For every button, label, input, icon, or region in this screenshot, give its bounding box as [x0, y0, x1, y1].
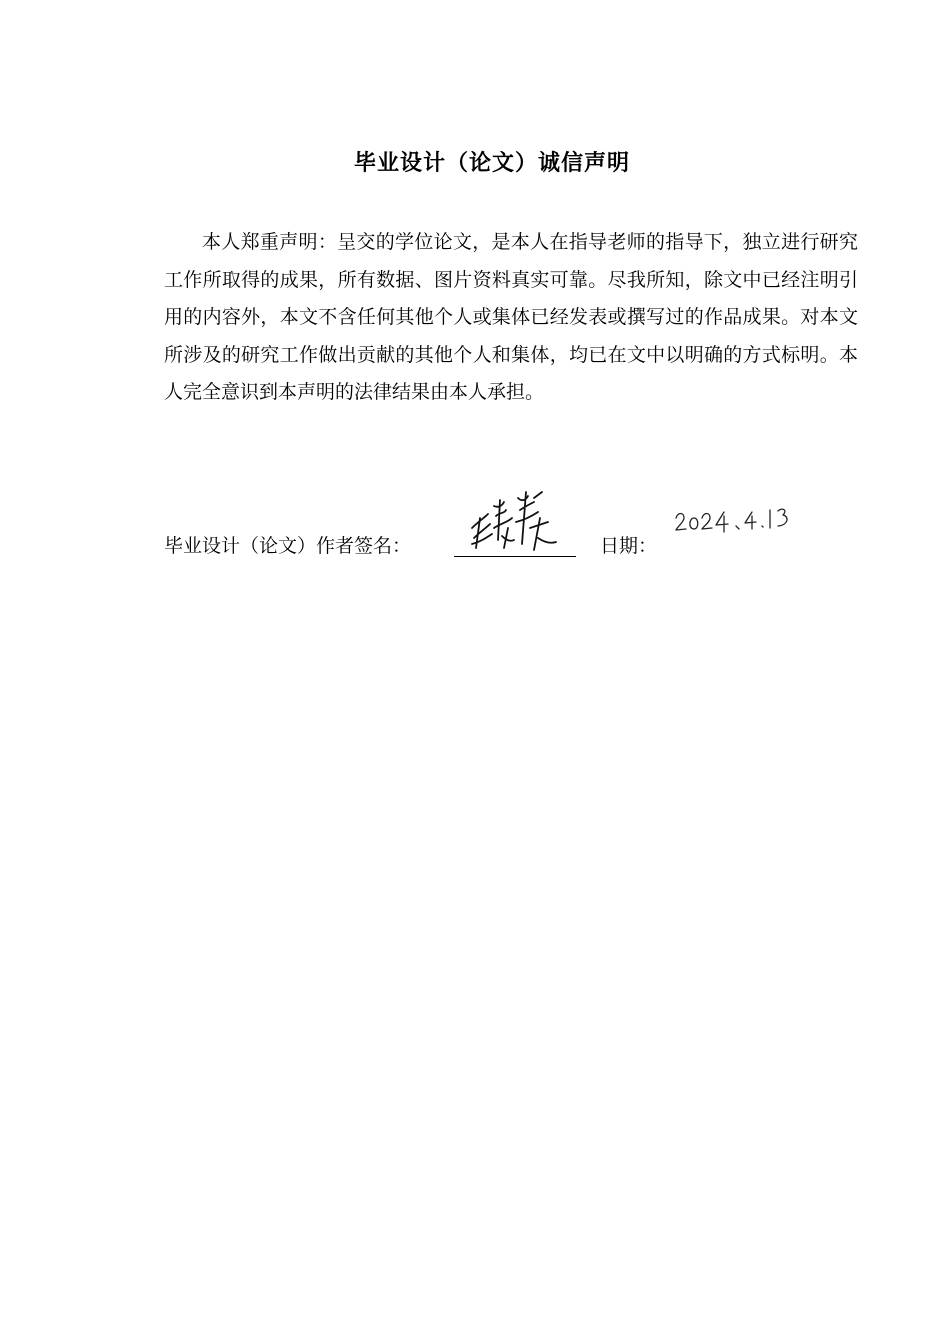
date-label: 日期：	[600, 535, 658, 557]
handwritten-signature	[464, 488, 564, 558]
signature-row	[164, 528, 864, 568]
declaration-body: 本人郑重声明：呈交的学位论文，是本人在指导老师的指导下，独立进行研究工作所取得的成果，所有数据、图片资料真实可靠。尽我所知，除文中已经注明引用的内容外，本文不含任何其他个人或集体已经发表或撰写过的作品成果。对本文所涉及的研究工作做出贡献的其他个人和集体，均已在文中以明确的方式标明。本人完全意识到本声明的法律结果由本人承担。	[164, 231, 858, 403]
declaration-title: 毕业设计（论文）诚信声明	[353, 151, 630, 176]
author-signature-label: 毕业设计（论文）作者签名：	[164, 535, 412, 557]
handwritten-date	[672, 496, 802, 536]
